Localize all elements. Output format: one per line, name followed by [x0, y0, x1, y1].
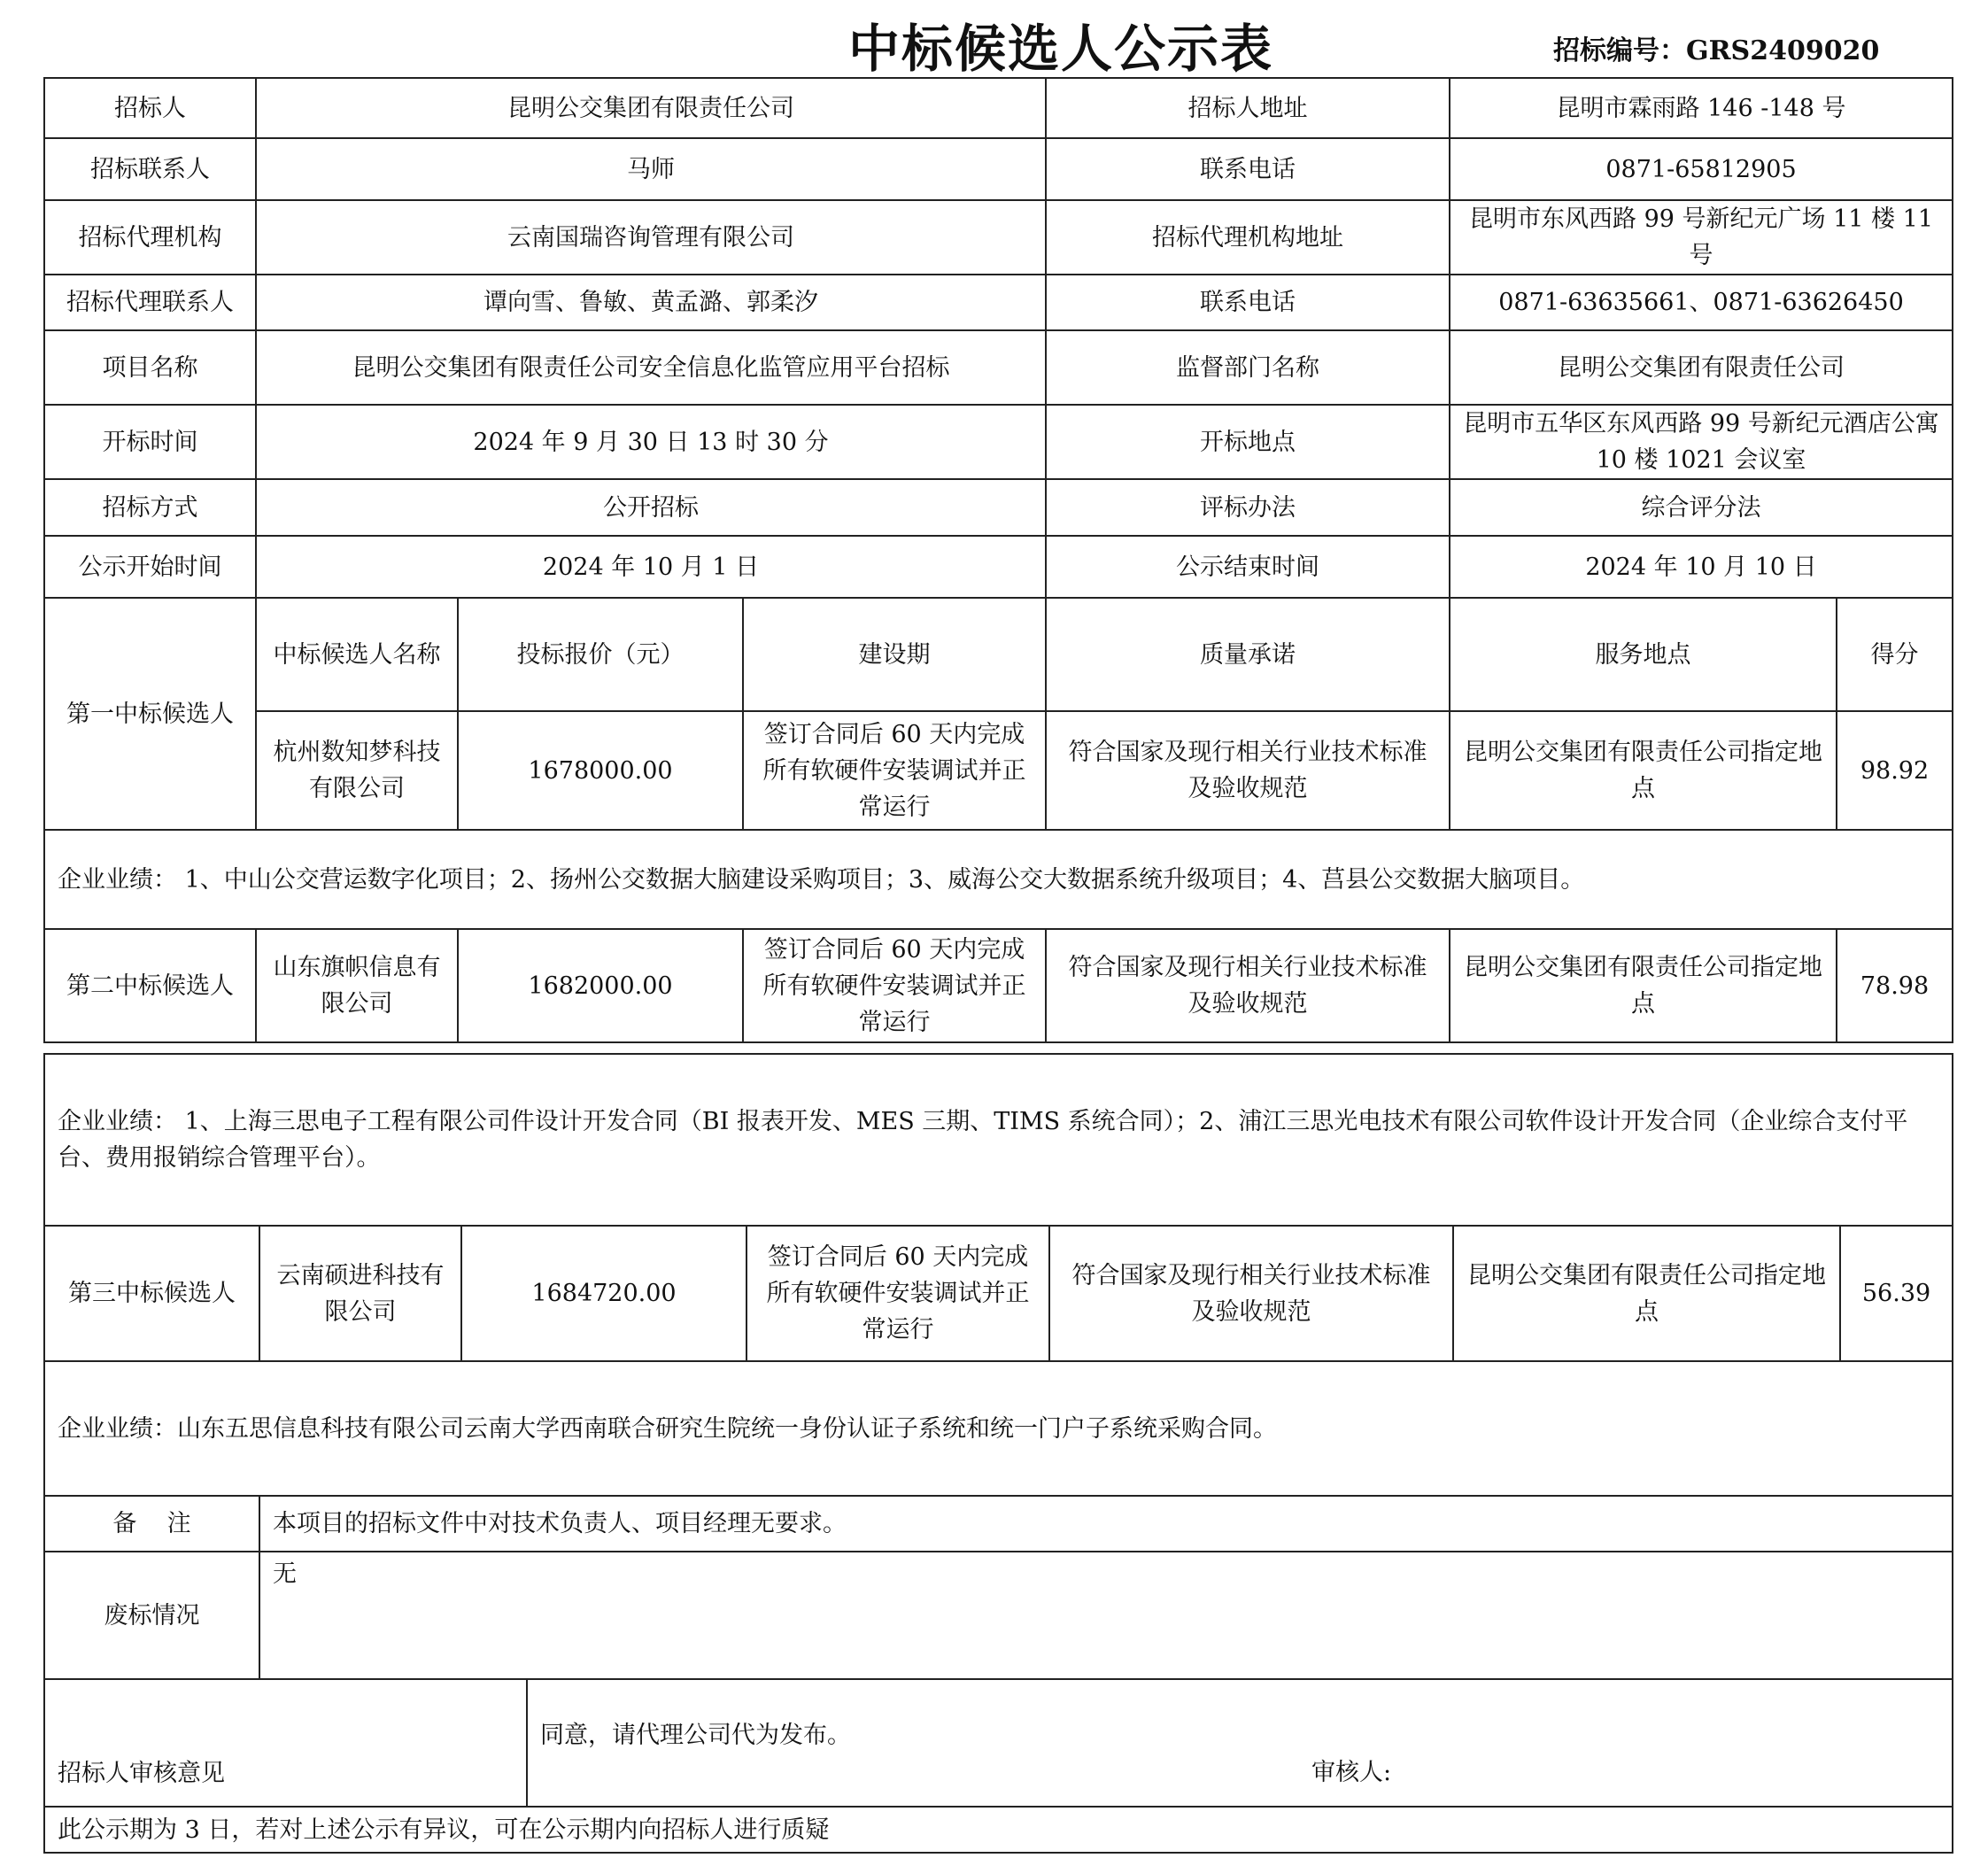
info-key: 开标时间	[44, 405, 256, 479]
candidate-score: 56.39	[1840, 1226, 1953, 1361]
column-header: 质量承诺	[1046, 598, 1450, 711]
candidate-price: 1678000.00	[458, 711, 743, 830]
footer-row	[44, 1807, 1953, 1853]
info-key: 招标代理机构	[44, 200, 256, 275]
candidate-name: 云南硕进科技有限公司	[259, 1226, 461, 1361]
announcement-table-bottom	[43, 1053, 1953, 1680]
footer-note: 此公示期为 3 日，若对上述公示有异议，可在公示期内向招标人进行质疑	[44, 1807, 1953, 1853]
announcement-table-top	[43, 77, 1953, 1043]
info-key: 招标代理机构地址	[1046, 200, 1450, 275]
column-header: 中标候选人名称	[256, 598, 458, 711]
performance-row	[44, 830, 1953, 929]
candidate-performance: 企业业绩： 1、上海三思电子工程有限公司件设计开发合同（BI 报表开发、MES 三期、TIMS 系统合同）；2、浦江三思光电技术有限公司软件设计开发合同（企业综合支付平台、费用报销综合管理平台）。	[44, 1054, 1953, 1226]
remark-text: 本项目的招标文件中对技术负责人、项目经理无要求。	[259, 1496, 1953, 1552]
candidate-name: 山东旗帜信息有限公司	[256, 929, 458, 1042]
invalid-label: 废标情况	[44, 1552, 259, 1679]
info-row	[44, 330, 1953, 405]
candidate-rank: 第三中标候选人	[44, 1226, 259, 1361]
candidate-score: 78.98	[1837, 929, 1953, 1042]
info-key: 项目名称	[44, 330, 256, 405]
info-value: 公开招标	[256, 479, 1046, 536]
candidate-score: 98.92	[1837, 711, 1953, 830]
info-key: 招标方式	[44, 479, 256, 536]
candidate-period: 签订合同后 60 天内完成所有软硬件安装调试并正常运行	[743, 711, 1046, 830]
review-row	[44, 1679, 1953, 1807]
column-header: 得分	[1837, 598, 1953, 711]
info-value: 2024 年 9 月 30 日 13 时 30 分	[256, 405, 1046, 479]
info-value: 昆明公交集团有限责任公司安全信息化监管应用平台招标	[256, 330, 1046, 405]
candidate-row	[44, 1226, 1953, 1361]
candidate-name: 杭州数知梦科技有限公司	[256, 711, 458, 830]
info-row	[44, 479, 1953, 536]
review-label	[44, 1679, 527, 1807]
review-text: 同意，请代理公司代为发布。	[540, 1722, 851, 1749]
info-key: 联系电话	[1046, 275, 1450, 330]
info-key: 开标地点	[1046, 405, 1450, 479]
candidate-performance: 企业业绩： 1、中山公交营运数字化项目；2、扬州公交数据大脑建设采购项目；3、威海公交大数据系统升级项目；4、莒县公交数据大脑项目。	[44, 830, 1953, 929]
info-value: 昆明市霖雨路 146 -148 号	[1450, 78, 1953, 138]
candidate-performance: 企业业绩：山东五思信息科技有限公司云南大学西南联合研究生院统一身份认证子系统和统一门户子系统采购合同。	[44, 1361, 1953, 1496]
candidate-rank: 第二中标候选人	[44, 929, 256, 1042]
candidate-row	[44, 711, 1953, 830]
info-row	[44, 138, 1953, 200]
bid-number: 招标编号：GRS2409020	[1553, 35, 1880, 66]
info-value: 昆明市东风西路 99 号新纪元广场 11 楼 11 号	[1450, 200, 1953, 275]
info-value: 昆明公交集团有限责任公司	[256, 78, 1046, 138]
candidate-place: 昆明公交集团有限责任公司指定地点	[1450, 711, 1837, 830]
invalid-text: 无	[259, 1552, 1953, 1679]
candidate-place: 昆明公交集团有限责任公司指定地点	[1453, 1226, 1840, 1361]
candidate-place: 昆明公交集团有限责任公司指定地点	[1450, 929, 1837, 1042]
candidate-period: 签订合同后 60 天内完成所有软硬件安装调试并正常运行	[743, 929, 1046, 1042]
column-header: 建设期	[743, 598, 1046, 711]
info-key: 招标人	[44, 78, 256, 138]
info-key: 招标人地址	[1046, 78, 1450, 138]
info-row	[44, 275, 1953, 330]
info-value: 0871-63635661、0871-63626450	[1450, 275, 1953, 330]
candidate-header-row	[44, 598, 1953, 711]
candidate-quality: 符合国家及现行相关行业技术标准及验收规范	[1049, 1226, 1453, 1361]
info-key: 公示结束时间	[1046, 536, 1450, 598]
info-row	[44, 200, 1953, 275]
info-value: 昆明公交集团有限责任公司	[1450, 330, 1953, 405]
info-key: 联系电话	[1046, 138, 1450, 200]
info-value: 云南国瑞咨询管理有限公司	[256, 200, 1046, 275]
review-label-text: 招标人审核意见	[58, 1760, 225, 1787]
info-row	[44, 536, 1953, 598]
column-header: 投标报价（元）	[458, 598, 743, 711]
info-value: 马师	[256, 138, 1046, 200]
candidate-price: 1684720.00	[461, 1226, 746, 1361]
candidate-rank: 第一中标候选人	[44, 598, 256, 830]
info-key: 招标联系人	[44, 138, 256, 200]
remark-row	[44, 1496, 1953, 1552]
info-value: 2024 年 10 月 10 日	[1450, 536, 1953, 598]
info-value: 昆明市五华区东风西路 99 号新纪元酒店公寓 10 楼 1021 会议室	[1450, 405, 1953, 479]
info-value: 谭向雪、鲁敏、黄孟潞、郭柔汐	[256, 275, 1046, 330]
candidate-period: 签订合同后 60 天内完成所有软硬件安装调试并正常运行	[746, 1226, 1049, 1361]
info-row	[44, 405, 1953, 479]
candidate-quality: 符合国家及现行相关行业技术标准及验收规范	[1046, 711, 1450, 830]
remark-label: 备 注	[44, 1496, 259, 1552]
info-value: 综合评分法	[1450, 479, 1953, 536]
page-title: 中标候选人公示表	[848, 19, 1274, 79]
reviewer-label: 审核人:	[1311, 1759, 1392, 1786]
info-key: 公示开始时间	[44, 536, 256, 598]
info-key: 监督部门名称	[1046, 330, 1450, 405]
review-content	[527, 1679, 1953, 1807]
candidate-price: 1682000.00	[458, 929, 743, 1042]
info-row	[44, 78, 1953, 138]
performance-row	[44, 1361, 1953, 1496]
performance-row	[44, 1054, 1953, 1226]
info-key: 招标代理联系人	[44, 275, 256, 330]
info-value: 2024 年 10 月 1 日	[256, 536, 1046, 598]
candidate-row	[44, 929, 1953, 1042]
candidate-quality: 符合国家及现行相关行业技术标准及验收规范	[1046, 929, 1450, 1042]
invalid-row	[44, 1552, 1953, 1679]
info-value: 0871-65812905	[1450, 138, 1953, 200]
info-key: 评标办法	[1046, 479, 1450, 536]
announcement-table-review	[43, 1678, 1953, 1854]
column-header: 服务地点	[1450, 598, 1837, 711]
